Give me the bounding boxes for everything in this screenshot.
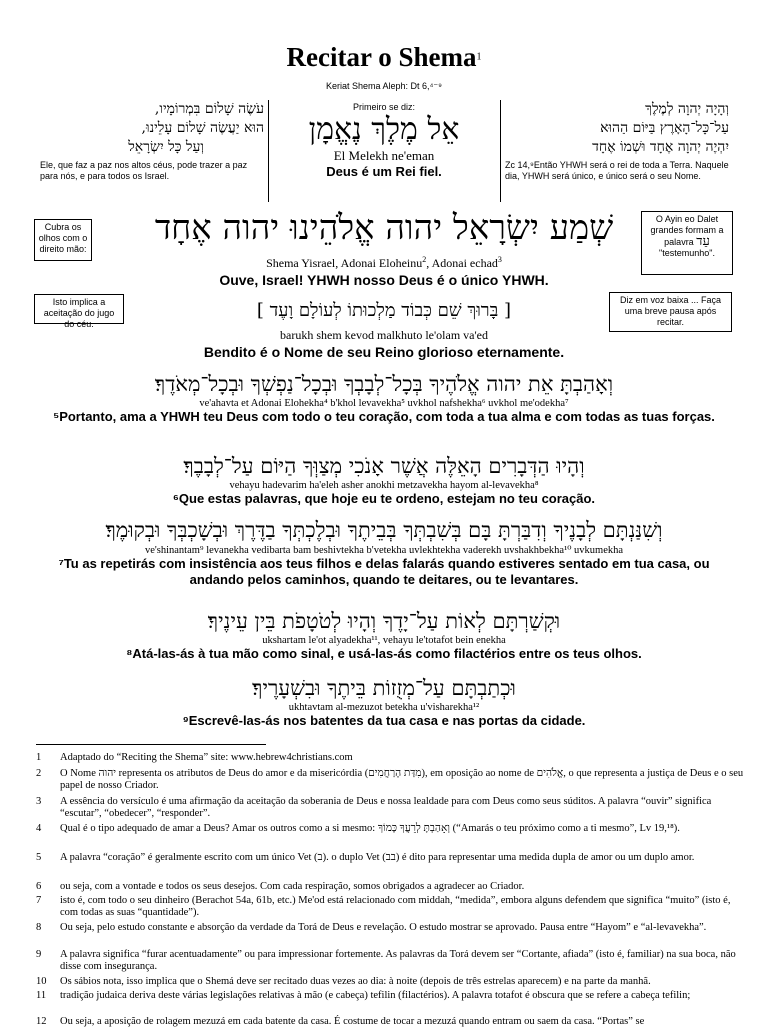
footnote-text: Ou seja, pelo estudo constante e absorção da verdade da Torá de Deus e revelação. O estudo mostrar se aprovado. Pausa entre “Hayom” e “al-levavekha”. xyxy=(60,922,707,933)
left-heb-line-3: וְעַל כָּל יִשְׂרָאֵל xyxy=(128,139,204,155)
footnote-text: Adaptado do “Reciting the Shema” site: www.hebrew4christians.com xyxy=(60,752,353,763)
shema-fn-3: 3 xyxy=(497,255,502,264)
footnote-number: 5 xyxy=(36,852,42,863)
shema-translation: Ouve, Israel! YHWH nosso Deus é o único YHWH. xyxy=(219,272,549,288)
note-ayin-dalet-text-1: O Ayin eo Dalet grandes formam a palavra xyxy=(650,214,724,247)
verse-5-hebrew: וְאָהַבְתָּ אֵת יהוה אֱלֹהֶיךָ בְּכָל־לְבָבְךָ וּבְכָל־נַפְשְׁךָ וּבְכָל־מְאֹדֶךָ׃ xyxy=(154,372,614,396)
shema-translit xyxy=(0,255,768,271)
footnote-number: 9 xyxy=(36,949,42,960)
footnote-10 xyxy=(36,976,744,988)
center-label: Primeiro se diz: xyxy=(352,102,415,112)
footnote-1 xyxy=(36,752,744,764)
verse-8-hebrew: וּקְשַׁרְתָּם לְאוֹת עַל־יָדֶךָ וְהָיוּ לְטֹטָפֹת בֵּין עֵינֶיךָ׃ xyxy=(207,609,561,633)
footnote-5 xyxy=(36,852,744,864)
verse-5-translation: ⁵Portanto, ama a YHWH teu Deus com todo o teu coração, com toda a tua alma e com todas as tuas forças. xyxy=(53,409,715,424)
verse-7-hebrew: וְשִׁנַּנְתָּם לְבָנֶיךָ וְדִבַּרְתָּ בָּם בְּשִׁבְתְּךָ בְּבֵיתֶךָ וּבְלֶכְתְּךָ בַדֶּרֶךְ וּבְשָׁכְבְּךָ וּבְקוּמֶךָ׃ xyxy=(105,518,663,542)
left-caption: Ele, que faz a paz nos altos céus, pode trazer a paz para nós, e para todos os Israel. xyxy=(40,160,248,181)
footnote-number: 11 xyxy=(36,990,47,1001)
note-yoke: Isto implica a aceitação do jugo do céu. xyxy=(34,294,124,324)
footnote-number: 8 xyxy=(36,922,42,933)
verse-6-hebrew: וְהָיוּ הַדְּבָרִים הָאֵלֶּה אֲשֶׁר אָנֹכִי מְצַוְּךָ הַיּוֹם עַל־לְבָבֶךָ׃ xyxy=(183,454,585,478)
baruch-translation: Bendito é o Nome de seu Reino glorioso eternamente. xyxy=(203,344,565,360)
left-heb-line-2: הוּא יַעֲשֶׂה שָׁלוֹם עָלֵינוּ, xyxy=(141,120,264,136)
verse-8-translation: ⁸Atá-las-ás à tua mão como sinal, e usá-las-ás como filactérios entre os teus olhos. xyxy=(126,646,642,661)
verse-9-translation: ⁹Escrevê-las-ás nos batentes da tua casa e nas portas da cidade. xyxy=(182,713,586,728)
shema-translit-b: , Adonai echad xyxy=(426,256,498,270)
shema-fn-2: 2 xyxy=(422,255,427,264)
footnote-number: 12 xyxy=(36,1016,47,1027)
column-divider-right xyxy=(500,100,501,202)
shema-hebrew: שְׁמַע יִשְׂרָאֵל יהוה אֱלֹהֵינוּ יהוה אֶחָד xyxy=(154,208,614,248)
note-cover-eyes: Cubra os olhos com o direito mão: xyxy=(34,219,92,261)
right-block xyxy=(505,100,729,182)
right-heb-line-3: יִהְיֶה יְהוָה אֶחָד וּשְׁמוֹ אֶחָד xyxy=(592,139,729,155)
note-ayin-dalet-text-2: "testemunho". xyxy=(659,248,715,258)
title-footnote-mark: 1 xyxy=(476,51,482,63)
right-heb-line-2: עַל־כָּל־הָאָרֶץ בַּיּוֹם הַהוּא xyxy=(600,120,729,136)
footnote-7 xyxy=(36,895,744,919)
baruch-translit: barukh shem kevod malkhuto le'olam va'ed xyxy=(280,328,488,342)
page-subtitle: Keriat Shema Aleph: Dt 6,⁴⁻⁹ xyxy=(325,81,443,91)
footnote-number: 2 xyxy=(36,768,42,779)
center-block xyxy=(272,102,496,180)
verse-9-translit: ukhtavtam al-mezuzot betekha u'visharekha¹² xyxy=(288,702,480,713)
footnote-number: 3 xyxy=(36,796,42,807)
verse-7-translation: ⁷Tu as repetirás com insistência aos teus filhos e delas falarás quando estiveres sentado em tua casa, ou andando pelos caminhos, quando te deitares, ou te levantares. xyxy=(58,556,710,587)
verse-7-translit: ve'shinantam⁹ levanekha vedibarta bam beshivtekha b'vetekha uvlekhtekha vaderekh uvshakhbekha¹⁰ uvkumekha xyxy=(144,545,624,556)
footnote-3 xyxy=(36,796,744,820)
verse-8 xyxy=(30,607,738,662)
footnote-number: 7 xyxy=(36,895,42,906)
verse-6-translation: ⁶Que estas palavras, que hoje eu te ordeno, estejam no teu coração. xyxy=(172,491,596,506)
footnote-4 xyxy=(36,823,744,835)
footnote-rule xyxy=(36,744,266,745)
note-low-voice: Diz em voz baixa ... Faça uma breve pausa após recitar. xyxy=(609,292,732,332)
footnote-number: 1 xyxy=(36,752,42,763)
verse-9 xyxy=(30,674,738,729)
page-title xyxy=(0,42,768,73)
footnote-2 xyxy=(36,768,744,792)
footnote-text: tradição judaica deriva deste várias legislações relativas à mão (e cabeça) tefilin (filactérios). A palavra totafot é obscura que se refere a cabeça tefilin; xyxy=(60,990,691,1001)
footnote-text: Os sábios nota, isso implica que o Shemá deve ser recitado duas vezes ao dia: à noite (depois de três estrelas aparecem) e na parte da manhã. xyxy=(60,976,651,987)
right-heb-line-1: וְהָיָה יְהוָה לְמֶלֶךְ xyxy=(645,101,729,117)
footnote-text: A palavra “coração” é geralmente escrito com um único Vet (ב). o duplo Vet (בב) é dito para representar uma medida dupla de amor ou um duplo amor. xyxy=(60,852,695,863)
footnote-text: A palavra significa “furar acentuadamente” ou para impressionar fortemente. As palavras da Torá devem ser “Cortante, afiada” (isto é, familiar) na sua boca, não disse com insegurança. xyxy=(60,949,736,972)
footnote-8 xyxy=(36,922,744,934)
baruch-hebrew: [ בָּרוּךְ שֵׁם כְּבוֹד מַלְכוּתוֹ לְעוֹלָם וָעֶד ] xyxy=(256,300,512,321)
right-caption: Zc 14,⁹Então YHWH será o rei de toda a Terra. Naquele dia, YHWH será único, e único será o seu Nome. xyxy=(505,160,729,181)
verse-6 xyxy=(30,452,738,507)
verse-9-hebrew: וּכְתַבְתָּם עַל־מְזֻזוֹת בֵּיתֶךָ וּבִשְׁעָרֶיךָ׃ xyxy=(252,676,516,700)
footnote-number: 10 xyxy=(36,976,47,987)
footnote-number: 4 xyxy=(36,823,42,834)
footnote-9 xyxy=(36,949,744,973)
footnote-number: 6 xyxy=(36,881,42,892)
column-divider-left xyxy=(268,100,269,202)
left-heb-line-1: עֹשֶׂה שָׁלוֹם בִּמְרוֹמָיו, xyxy=(154,101,264,117)
note-ayin-dalet-heb: עֵד xyxy=(696,234,710,249)
verse-6-translit: vehayu hadevarim ha'eleh asher anokhi metzavekha hayom al-levavekha⁸ xyxy=(229,480,539,491)
verse-7 xyxy=(30,516,738,588)
verse-8-translit: ukshartam le'ot alyadekha¹¹, vehayu le'totafot bein enekha xyxy=(262,635,506,646)
footnote-text: isto é, com todo o seu dinheiro (Berachot 54a, 61b, etc.) Me'od está relacionado com middah, “medida”, embora alguns defendem que significa “muito” (isto é, com todas as suas “quantidade”). xyxy=(60,895,731,918)
footnote-6 xyxy=(36,881,744,893)
verse-5-translit: ve'ahavta et Adonai Elohekha⁴ b'khol levavekha⁵ uvkhol nafshekha⁶ uvkhol me'odekha⁷ xyxy=(199,398,569,409)
verse-5 xyxy=(30,370,738,425)
footnote-text: A essência do versículo é uma afirmação da aceitação da soberania de Deus e nossa lealdade para com Deus como seus súditos. A palavra “ouvir” significa “escutar”, “obedecer”, “responder”. xyxy=(60,796,712,819)
center-translit: El Melekh ne'eman xyxy=(333,148,435,163)
footnote-11 xyxy=(36,990,744,1002)
footnote-text: O Nome יהוה representa os atributos de Deus do amor e da misericórdia (מִדַּת הָרַחֲמִים), em oposição ao nome de אֱלֹהִים, o que representa a justiça de Deus e o seu papel de nosso Criador. xyxy=(60,768,744,791)
footnote-text: Qual é o tipo adequado de amar a Deus? Amar os outros como a si mesmo: וְאָהַבְתָּ לְרֵעֲךָ כָּמוֹךָ (“Amarás o teu próximo como a ti mesmo”, Lv 19,¹⁸). xyxy=(60,823,680,834)
center-heb: אֵל מֶלֶךְ נֶאֱמָן xyxy=(308,112,460,147)
left-block xyxy=(40,100,264,182)
footnote-12 xyxy=(36,1016,744,1028)
footnote-text: Ou seja, a aposição de rolagem mezuzá em cada batente da casa. É costume de tocar a mezuzá quando entram ou saem da casa. “Portas” se xyxy=(60,1016,645,1027)
title-text: Recitar o Shema xyxy=(286,42,477,72)
shema-translit-a: Shema Yisrael, Adonai Eloheinu xyxy=(266,256,423,270)
center-translation: Deus é um Rei fiel. xyxy=(326,164,442,179)
footnote-text: ou seja, com a vontade e todos os seus desejos. Com cada respiração, somos obrigados a agradecer ao Criador. xyxy=(60,881,525,892)
